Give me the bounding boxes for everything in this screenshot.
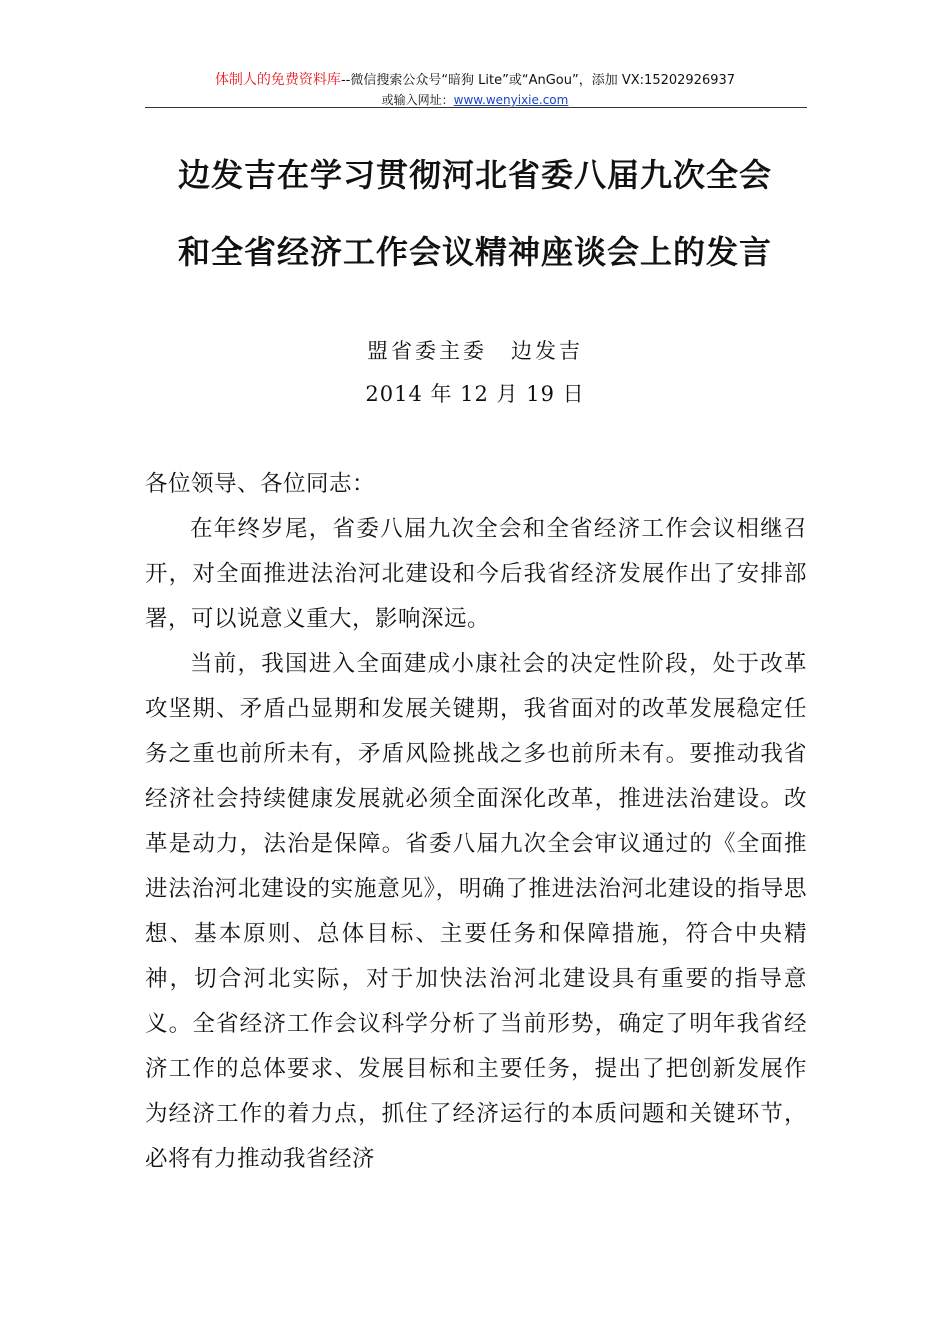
header-line-1 (0, 70, 950, 91)
date-line: 2014 年 12 月 19 日 (365, 382, 585, 406)
author-line: 盟省委主委 边发吉 (367, 339, 583, 363)
header-url-link[interactable]: www.wenyixie.com (453, 93, 569, 107)
body-paragraph: 当前，我国进入全面建成小康社会的决定性阶段，处于改革攻坚期、矛盾凸显期和发展关键期，我省面对的改革发展稳定任务之重也前所未有，矛盾风险挑战之多也前所未有。要推动我省经济社会持续健康发展就必须全面深化改革，推进法治建设。改革是动力，法治是保障。省委八届九次全会审议通过的《全面推进法治河北建设的实施意见》，明确了推进法治河北建设的指导思想、基本原则、总体目标、主要任务和保障措施，符合中央精神，切合河北实际，对于加快法治河北建设具有重要的指导意义。全省经济工作会议科学分析了当前形势，确定了明年我省经济工作的总体要求、发展目标和主要任务，提出了把创新发展作为经济工作的着力点，抓住了经济运行的本质问题和关键环节，必将有力推动我省经济 (145, 651, 807, 1172)
document-title-line-2: 和全省经济工作会议精神座谈会上的发言 (177, 233, 772, 271)
document-body (145, 462, 807, 1182)
header-divider (145, 107, 807, 108)
header-url-label: 或输入网址： (381, 93, 454, 107)
header-brand: 体制人的免费资料库 (214, 72, 341, 88)
document-title-line-1: 边发吉在学习贯彻河北省委八届九次全会 (177, 156, 772, 194)
watermark-header (0, 70, 950, 109)
header-promo: --微信搜索公众号“暗狗 Lite”或“AnGou”，添加 VX:15202926937 (340, 73, 736, 88)
body-paragraph: 在年终岁尾，省委八届九次全会和全省经济工作会议相继召开，对全面推进法治河北建设和今后我省经济发展作出了安排部署，可以说意义重大，影响深远。 (145, 516, 807, 632)
salutation: 各位领导、各位同志： (145, 471, 376, 497)
